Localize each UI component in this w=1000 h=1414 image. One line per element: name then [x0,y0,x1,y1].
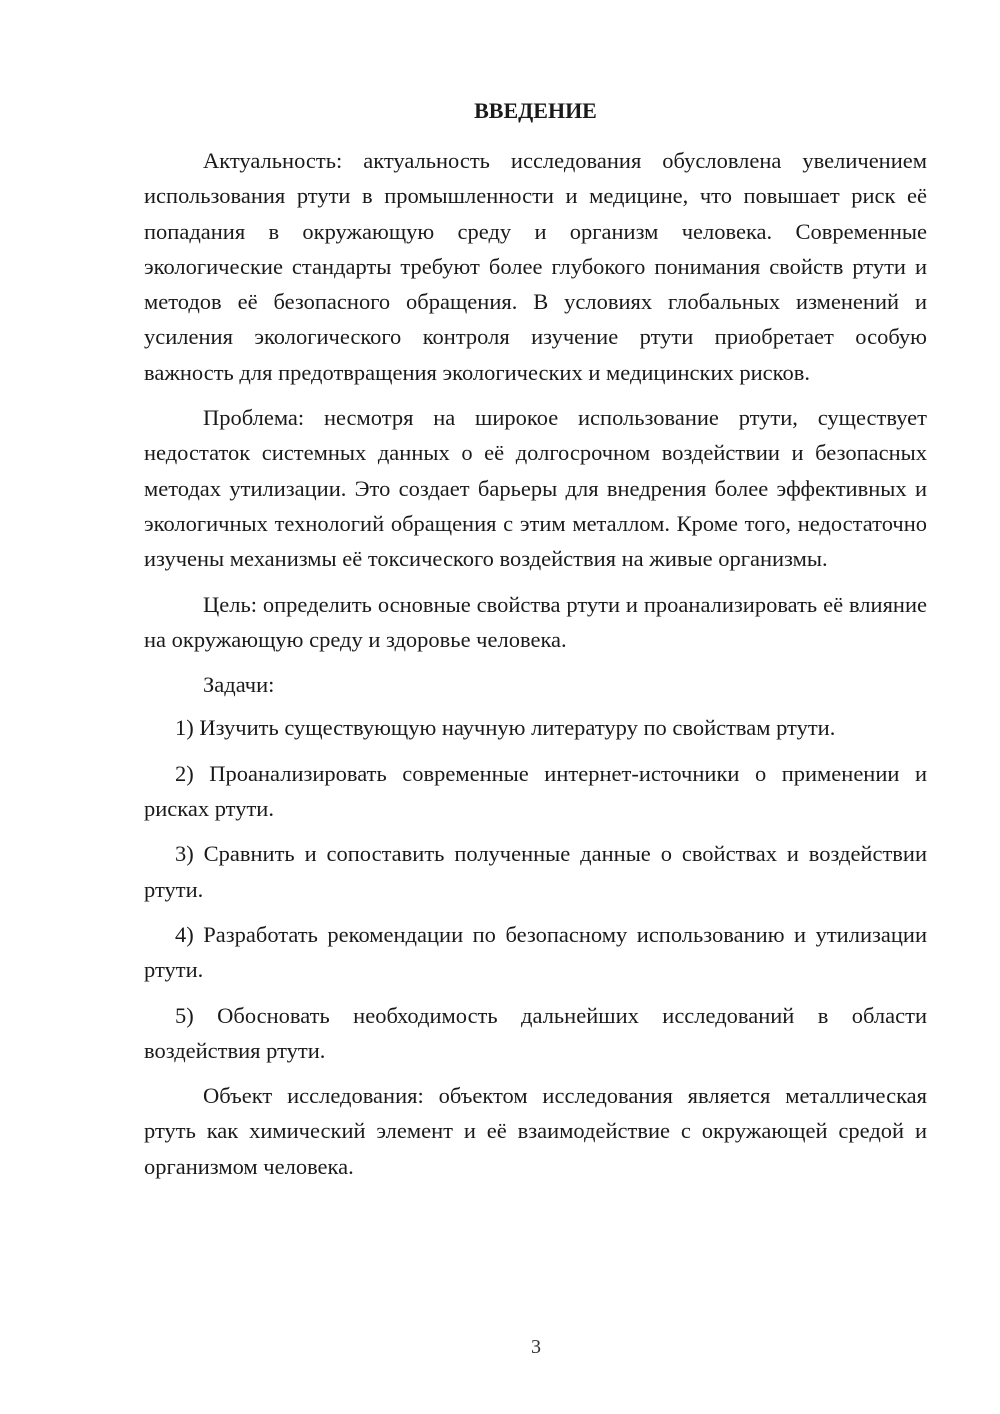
document-body [144,143,927,1194]
page-title: ВВЕДЕНИЕ [474,98,597,123]
paragraph-problem: Проблема: несмотря на широкое использование ртути, существует недостаток системных данных о её долгосрочном воздействии и безопасных методах утилизации. Это создает барьеры для внедрения более эффективных и экологичных технологий обращения с этим металлом. Кроме того, недостаточно изучены механизмы её токсического воздействия на живые организмы. [144,405,927,572]
task-item-1: 1) Изучить существующую научную литературу по свойствам ртути. [175,715,836,741]
page-number: 3 [531,1336,541,1358]
paragraph-object: Объект исследования: объектом исследования является металлическая ртуть как химический элемент и её взаимодействие с окружающей средой и организмом человека. [144,1083,927,1179]
task-item-5: 5) Обосновать необходимость дальнейших исследований в области воздействия ртути. [144,1002,927,1063]
paragraph-goal: Цель: определить основные свойства ртути и проанализировать её влияние на окружающую среду и здоровье человека. [144,591,927,652]
task-item-4: 4) Разработать рекомендации по безопасному использованию и утилизации ртути. [144,921,927,983]
task-item-3: 3) Сравнить и сопоставить полученные данные о свойствах и воздействии ртути. [144,841,927,902]
paragraph-relevance: Актуальность: актуальность исследования обусловлена увеличением использования ртути в промышленности и медицине, что повышает риск её попадания в окружающую среду и организм человека. Современные экологические стандарты требуют более глубокого понимания свойств ртути и методов её безопасного обращения. В условиях глобальных изменений и усиления экологического контроля изучение ртути приобретает особую важность для предотвращения экологических и медицинских рисков. [144,148,927,385]
task-item-2: 2) Проанализировать современные интернет-источники о применении и рисках ртути. [144,760,927,822]
tasks-heading: Задачи: [203,672,275,698]
